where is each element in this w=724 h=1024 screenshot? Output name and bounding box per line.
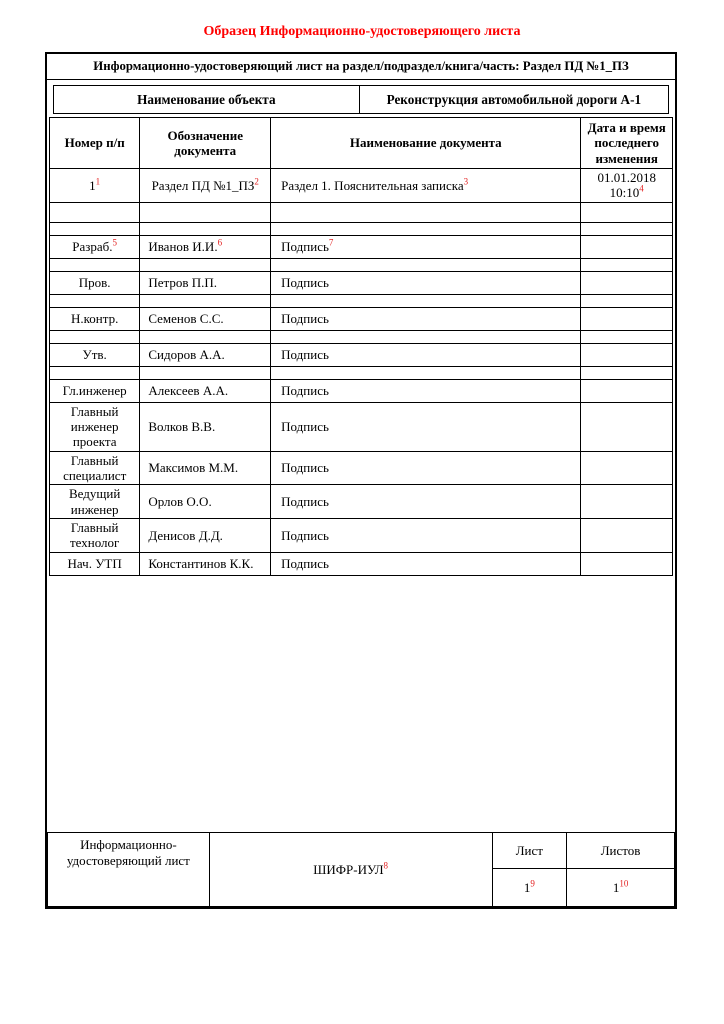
signature-space-cell bbox=[581, 271, 673, 294]
signature-space-cell bbox=[581, 235, 673, 258]
empty-cell bbox=[271, 330, 581, 343]
empty-cell bbox=[581, 202, 673, 222]
footnote-marker: 2 bbox=[254, 176, 259, 187]
signature-space-cell bbox=[581, 451, 673, 485]
signature-row bbox=[50, 451, 673, 485]
footer-stamp-table bbox=[47, 832, 675, 907]
empty-cell bbox=[581, 258, 673, 271]
signature-cell: Подпись$^7$ bbox=[271, 235, 581, 258]
signature-space-cell bbox=[581, 379, 673, 402]
signature-cell: Подпись bbox=[271, 271, 581, 294]
signature-space-cell bbox=[581, 343, 673, 366]
document-name-cell: Раздел 1. Пояснительная записка$^3$ bbox=[271, 168, 581, 202]
role-cell: Гл.инженер bbox=[50, 379, 140, 402]
signature-cell: Подпись bbox=[271, 379, 581, 402]
name-cell: Иванов И.И.$^6$ bbox=[140, 235, 271, 258]
col-header-date: Дата и время последнего изменения bbox=[581, 118, 673, 169]
document-frame bbox=[45, 52, 677, 909]
object-name-value: Реконструкция автомобильной дороги А-1 bbox=[359, 86, 668, 114]
main-table-header-row bbox=[50, 118, 673, 169]
footnote-marker: 5 bbox=[112, 237, 118, 248]
signature-space-cell bbox=[581, 307, 673, 330]
time-line: $10:10^4$ bbox=[609, 183, 644, 201]
empty-cell bbox=[50, 294, 140, 307]
signature-row bbox=[50, 485, 673, 519]
name-cell: Максимов М.М. bbox=[140, 451, 271, 485]
signature-cell: Подпись bbox=[271, 518, 581, 552]
footnote-marker: 6 bbox=[217, 237, 223, 248]
empty-cell bbox=[271, 366, 581, 379]
role-cell: Разраб.$^5$ bbox=[50, 235, 140, 258]
empty-cell bbox=[140, 294, 271, 307]
role-cell: Нач. УТП bbox=[50, 552, 140, 575]
empty-cell bbox=[50, 330, 140, 343]
empty-cell bbox=[140, 258, 271, 271]
role-cell: Пров. bbox=[50, 271, 140, 294]
empty-row bbox=[50, 330, 673, 343]
empty-cell bbox=[50, 366, 140, 379]
role-cell: Главный инженер проекта bbox=[50, 402, 140, 451]
role-cell: Ведущий инженер bbox=[50, 485, 140, 519]
footer-cipher-cell: ШИФР-ИУЛ$^8$ bbox=[209, 833, 492, 907]
footnote-marker: 4 bbox=[639, 183, 644, 194]
role-cell: Н.контр. bbox=[50, 307, 140, 330]
signature-row bbox=[50, 307, 673, 330]
name-cell: Денисов Д.Д. bbox=[140, 518, 271, 552]
document-row bbox=[50, 168, 673, 202]
footnote-marker: 3 bbox=[463, 176, 469, 187]
sheet-value-cell: $1^9$ bbox=[492, 869, 567, 907]
signature-cell: Подпись bbox=[271, 552, 581, 575]
empty-row bbox=[50, 222, 673, 235]
name-cell: Петров П.П. bbox=[140, 271, 271, 294]
empty-cell bbox=[581, 330, 673, 343]
signature-row bbox=[50, 271, 673, 294]
name-cell: Семенов С.С. bbox=[140, 307, 271, 330]
signature-cell: Подпись bbox=[271, 307, 581, 330]
footer-doc-type-cell: Информационно-удостоверяющий лист bbox=[48, 833, 210, 907]
empty-cell bbox=[581, 366, 673, 379]
role-cell: Главный технолог bbox=[50, 518, 140, 552]
footnote-marker: 7 bbox=[328, 237, 334, 248]
document-date-cell bbox=[581, 168, 673, 202]
page-title: Образец Информационно-удостоверяющего листа bbox=[203, 24, 521, 39]
empty-cell bbox=[271, 258, 581, 271]
signature-cell: Подпись bbox=[271, 451, 581, 485]
footnote-marker: 10 bbox=[619, 878, 629, 889]
empty-row bbox=[50, 366, 673, 379]
signature-cell: Подпись bbox=[271, 402, 581, 451]
empty-cell bbox=[271, 294, 581, 307]
signature-space-cell bbox=[581, 485, 673, 519]
sheet-label-cell: Лист bbox=[492, 833, 567, 869]
sheets-value-cell: $1^{10}$ bbox=[567, 869, 675, 907]
name-cell: Волков В.В. bbox=[140, 402, 271, 451]
empty-cell bbox=[140, 366, 271, 379]
signature-space-cell bbox=[581, 518, 673, 552]
name-cell: Алексеев А.А. bbox=[140, 379, 271, 402]
signature-cell: Подпись bbox=[271, 343, 581, 366]
name-cell: Орлов О.О. bbox=[140, 485, 271, 519]
signature-row bbox=[50, 402, 673, 451]
empty-cell bbox=[50, 222, 140, 235]
signature-row bbox=[50, 552, 673, 575]
object-name-row bbox=[54, 86, 669, 114]
date-line: 01.01.2018 bbox=[597, 169, 656, 185]
signature-row bbox=[50, 343, 673, 366]
signature-row bbox=[50, 518, 673, 552]
empty-cell bbox=[140, 330, 271, 343]
object-name-label: Наименование объекта bbox=[54, 86, 360, 114]
empty-row bbox=[50, 294, 673, 307]
col-header-number: Номер п/п bbox=[50, 118, 140, 169]
signature-space-cell bbox=[581, 552, 673, 575]
empty-cell bbox=[271, 202, 581, 222]
col-header-designation: Обозначение документа bbox=[140, 118, 271, 169]
main-table-body bbox=[50, 168, 673, 575]
sheets-label-cell: Листов bbox=[567, 833, 675, 869]
role-cell: Утв. bbox=[50, 343, 140, 366]
signature-row bbox=[50, 379, 673, 402]
object-name-table bbox=[53, 85, 669, 114]
empty-row bbox=[50, 202, 673, 222]
document-number-cell: $1^1$ bbox=[50, 168, 140, 202]
empty-cell bbox=[50, 258, 140, 271]
col-header-doc-name: Наименование документа bbox=[271, 118, 581, 169]
footnote-marker: 9 bbox=[530, 878, 535, 889]
role-cell: Главный специалист bbox=[50, 451, 140, 485]
footnote-marker: 1 bbox=[95, 176, 101, 187]
signature-cell: Подпись bbox=[271, 485, 581, 519]
signature-space-cell bbox=[581, 402, 673, 451]
footer-header-row bbox=[48, 833, 675, 869]
footnote-marker: 8 bbox=[383, 860, 389, 871]
main-table bbox=[49, 117, 673, 576]
empty-row bbox=[50, 258, 673, 271]
name-cell: Сидоров А.А. bbox=[140, 343, 271, 366]
empty-cell bbox=[140, 222, 271, 235]
empty-cell bbox=[50, 202, 140, 222]
empty-cell bbox=[271, 222, 581, 235]
document-header-line: Информационно-удостоверяющий лист на раздел/подраздел/книга/часть: Раздел ПД №1_ПЗ bbox=[47, 54, 675, 80]
name-cell: Константинов К.К. bbox=[140, 552, 271, 575]
empty-cell bbox=[581, 222, 673, 235]
document-designation-cell: Раздел ПД $№1\_ПЗ^2$ bbox=[140, 168, 271, 202]
empty-cell bbox=[581, 294, 673, 307]
empty-cell bbox=[140, 202, 271, 222]
signature-row bbox=[50, 235, 673, 258]
